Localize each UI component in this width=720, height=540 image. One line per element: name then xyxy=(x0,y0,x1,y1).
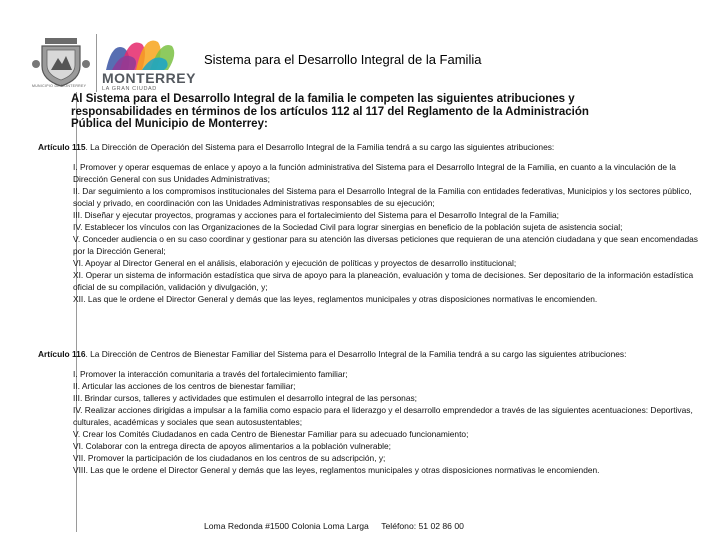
article-heading xyxy=(38,141,698,153)
list-item: VI. Apoyar al Director General en el análisis, elaboración y ejecución de políticas y proyectos de desarrollo institucional; xyxy=(73,258,517,268)
article-items xyxy=(73,368,698,476)
footer xyxy=(204,521,464,531)
monterrey-brand-icon xyxy=(102,32,182,74)
article-116 xyxy=(38,348,698,476)
article-text: . La Dirección de Centros de Bienestar Familiar del Sistema para el Desarrollo Integral de la Familia tendrá a su cargo las siguientes atribuciones: xyxy=(85,349,627,359)
brand-name: MONTERREY xyxy=(102,70,196,86)
list-item: II. Dar seguimiento a los compromisos institucionales del Sistema para el Desarrollo Integral de la Familia con entidades federativas, Municipios y los sectores público, social y privado, en coordinación con las Unidades Administrativas responsables de su ejecución; xyxy=(73,186,692,208)
list-item: I. Promover la interacción comunitaria a través del fortalecimiento familiar; xyxy=(73,369,348,379)
list-item: XI. Operar un sistema de información estadística que sirva de apoyo para la planeación, evaluación y toma de decisiones. Ser depositario de la información estadística oficial de su compilación, validación y divulgación, y; xyxy=(73,270,694,292)
article-text: . La Dirección de Operación del Sistema para el Desarrollo Integral de la Familia tendrá a su cargo las siguientes atribuciones: xyxy=(85,142,555,152)
footer-address: Loma Redonda #1500 Colonia Loma Larga xyxy=(204,521,369,531)
list-item: VIII. Las que le ordene el Director General y demás que las leyes, reglamentos municipales y otras disposiciones normativas le encomienden. xyxy=(73,465,600,475)
list-item: III. Brindar cursos, talleres y actividades que estimulen el desarrollo integral de las personas; xyxy=(73,393,418,403)
logo-divider xyxy=(96,34,97,92)
list-item: IV. Establecer los vínculos con las Organizaciones de la Sociedad Civil para lograr sinergias en beneficio de la población sujeta de asistencia social; xyxy=(73,222,623,232)
brand-tagline: LA GRAN CIUDAD xyxy=(102,86,157,92)
list-item: VI. Colaborar con la entrega directa de apoyos alimentarios a la población vulnerable; xyxy=(73,441,391,451)
list-item: XII. Las que le ordene el Director General y demás que las leyes, reglamentos municipales y otras disposiciones normativas le encomienden. xyxy=(73,294,598,304)
article-115 xyxy=(38,141,698,305)
list-item: I. Promover y operar esquemas de enlace y apoyo a la función administrativa del Sistema para el Desarrollo Integral de la Familia, en cuanto a la vinculación de la Dirección General con sus Unidades Administrativas; xyxy=(73,162,676,184)
municipal-seal-icon xyxy=(32,36,90,88)
list-item: V. Conceder audiencia o en su caso coordinar y gestionar para su atención las diversas peticiones que requieran de una atención ciudadana y que sean encomendadas por la Dirección General; xyxy=(73,234,698,256)
seal-caption: MUNICIPIO DE MONTERREY xyxy=(32,84,87,88)
footer-phone: Teléfono: 51 02 86 00 xyxy=(381,521,464,531)
article-items xyxy=(73,161,698,305)
list-item: II. Articular las acciones de los centros de bienestar familiar; xyxy=(73,381,296,391)
header-logos xyxy=(28,30,198,92)
article-label: Artículo 115 xyxy=(38,142,86,152)
article-heading xyxy=(38,348,698,360)
list-item: VII. Promover la participación de los ciudadanos en los centros de su adscripción, y; xyxy=(73,453,386,463)
intro-paragraph: Al Sistema para el Desarrollo Integral de la familia le competen las siguientes atribuciones y responsabilidades en términos de los artículos 112 al 117 del Reglamento de la Administración Pública del Municipio de Monterrey: xyxy=(71,93,589,130)
list-item: III. Diseñar y ejecutar proyectos, programas y acciones para el fortalecimiento del Sistema para el Desarrollo Integral de la Familia; xyxy=(73,210,559,220)
document-title: Sistema para el Desarrollo Integral de la Familia xyxy=(204,52,482,67)
list-item: IV. Realizar acciones dirigidas a impulsar a la familia como espacio para el liderazgo y el desarrollo emprendedor a través de las siguientes acentuaciones: Deportivas, culturales, académicas y sociales que sean autosustentables; xyxy=(73,405,693,427)
list-item: V. Crear los Comités Ciudadanos en cada Centro de Bienestar Familiar para su adecuado funcionamiento; xyxy=(73,429,469,439)
article-label: Artículo 116 xyxy=(38,349,86,359)
